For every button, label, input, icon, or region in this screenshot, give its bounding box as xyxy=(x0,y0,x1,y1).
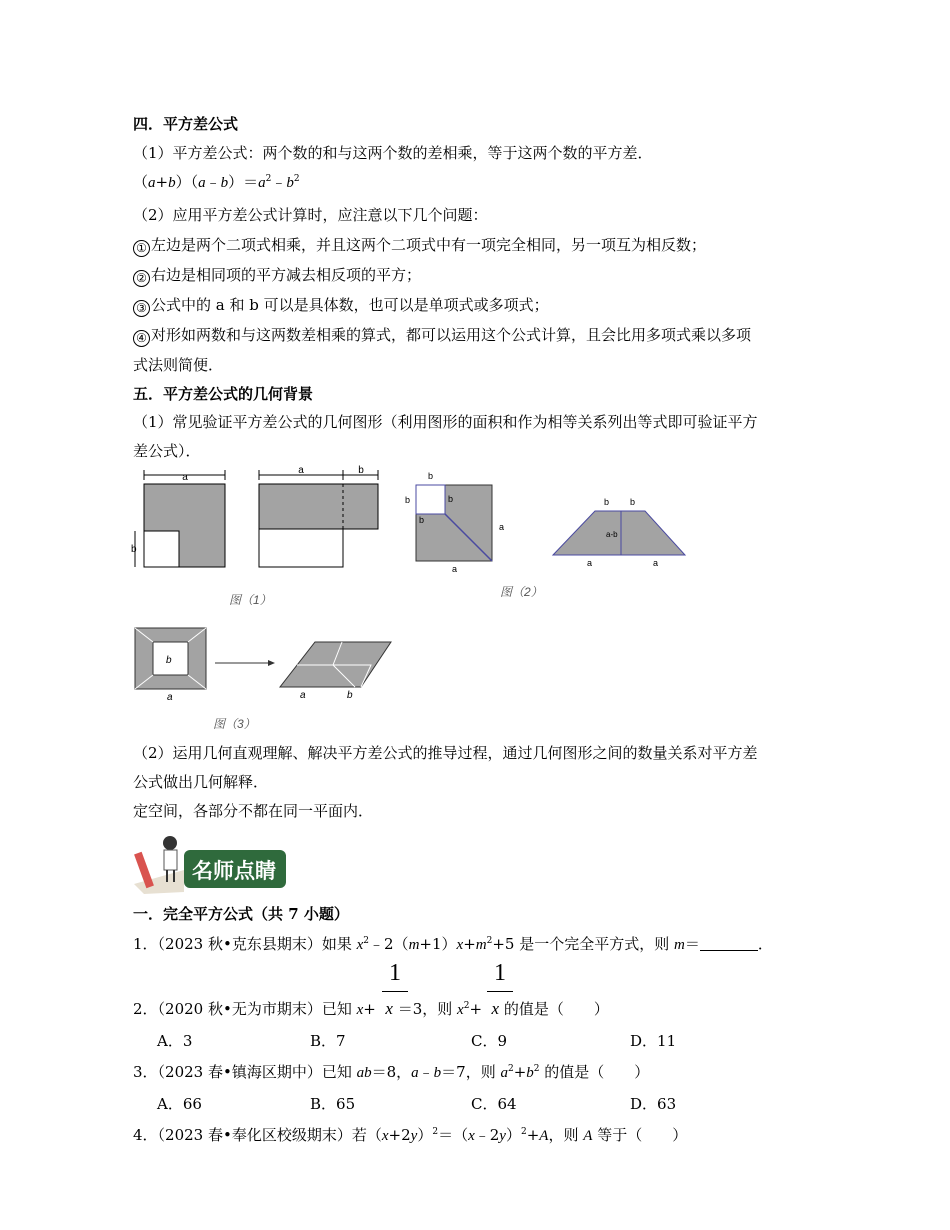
svg-text:a: a xyxy=(452,564,458,574)
q3-option-b[interactable]: B．65 xyxy=(310,1095,356,1113)
item-number: ④ xyxy=(133,330,150,347)
svg-text:b: b xyxy=(604,497,610,507)
item-number: ② xyxy=(133,270,150,287)
q3-option-c[interactable]: C．64 xyxy=(471,1095,517,1113)
frac-num: 1 xyxy=(494,960,506,986)
section4-p2: （2）应用平方差公式计算时，应注意以下几个问题： xyxy=(133,206,488,224)
figure2-trapezoid xyxy=(553,497,685,568)
svg-text:a: a xyxy=(587,558,593,568)
section5-p3: 定空间，各部分不都在同一平面内． xyxy=(133,802,374,820)
badge-text: 名师点睛 xyxy=(192,859,276,883)
question-2: 2．（2020 秋•无为市期末）已知 x+ x ＝3，则 $x^2+ x$ 的值是（ ） xyxy=(133,999,609,1018)
figure1-left xyxy=(131,470,225,567)
figure1-caption: 图（1） xyxy=(229,593,272,607)
question-1: 1．（2023 秋•克东县期末）如果 $x^2﹣2(m+1)x+m^2+5$ 是一个完全平方式，则 m＝ ． xyxy=(133,935,773,953)
section5-title: 五．平方差公式的几何背景 xyxy=(133,385,314,403)
geometry-figures xyxy=(125,460,725,750)
teacher-icon xyxy=(163,836,177,850)
svg-text:b: b xyxy=(358,465,364,476)
svg-text:b: b xyxy=(630,497,636,507)
section4-formula: $(a+b)(a﹣b)=a^2﹣b^2$ xyxy=(133,173,300,191)
figure2-caption: 图（2） xyxy=(500,585,543,599)
svg-text:b: b xyxy=(405,495,411,505)
section5-p1: （1）常见验证平方差公式的几何图形（利用图形的面积和作为相等关系列出等式即可验证平方 xyxy=(133,413,758,431)
section5-p2: （2）运用几何直观理解、解决平方差公式的推导过程，通过几何图形之间的数量关系对平方差 xyxy=(133,744,758,762)
q2-option-c[interactable]: C．9 xyxy=(471,1032,508,1050)
svg-text:b: b xyxy=(448,494,454,504)
svg-text:a: a xyxy=(499,522,505,532)
item-number: ③ xyxy=(133,300,150,317)
figure2-square xyxy=(405,471,504,574)
svg-text:b: b xyxy=(347,690,353,701)
q2-option-b[interactable]: B．7 xyxy=(310,1032,346,1050)
svg-text:b: b xyxy=(166,655,172,666)
svg-text:a: a xyxy=(298,465,304,476)
section5-p1-cont: 差公式）． xyxy=(133,442,201,460)
item-number: ① xyxy=(133,240,150,257)
svg-text:a: a xyxy=(653,558,659,568)
svg-text:b: b xyxy=(428,471,434,481)
svg-text:a: a xyxy=(182,472,188,483)
teacher-badge xyxy=(126,826,291,896)
svg-text:a-b: a-b xyxy=(606,530,618,539)
question-3: 3．（2023 春•镇海区期中）已知 ab＝8，a﹣b＝7，则 $a^2+b^2$ 的值是（ ） xyxy=(133,1063,650,1081)
answer-blank xyxy=(700,936,758,951)
section4-item4: ④ 对形如两数和与这两数差相乘的算式，都可以运用这个公式计算，且会比用多项式乘以多项 xyxy=(133,325,751,347)
section4-item4-cont: 式法则简便． xyxy=(133,356,224,374)
svg-text:b: b xyxy=(419,515,425,525)
q3-option-d[interactable]: D．63 xyxy=(630,1095,677,1113)
section5-p2-cont: 公式做出几何解释． xyxy=(133,773,269,791)
figure3-frame xyxy=(135,628,206,703)
section4-title: 四．平方差公式 xyxy=(133,115,239,133)
svg-text:a: a xyxy=(300,690,306,701)
section4-item2: ② 右边是相同项的平方减去相反项的平方； xyxy=(133,265,421,287)
svg-text:a: a xyxy=(167,692,173,703)
figure3-caption: 图（3） xyxy=(213,717,256,731)
q2-option-d[interactable]: D．11 xyxy=(630,1032,677,1050)
frac-num: 1 xyxy=(389,960,401,986)
q2-option-a[interactable]: A．3 xyxy=(157,1032,193,1050)
section4-p1: （1）平方差公式：两个数的和与这两个数的差相乘，等于这两个数的平方差． xyxy=(133,144,653,162)
exercise-heading: 一．完全平方公式（共 7 小题） xyxy=(133,905,349,923)
q3-option-a[interactable]: A．66 xyxy=(157,1095,202,1113)
svg-text:b: b xyxy=(131,544,137,555)
figure1-right xyxy=(259,465,378,567)
figure3-parallelogram xyxy=(280,642,391,701)
section4-item1: ① 左边是两个二项式相乘，并且这两个二项式中有一项完全相同，另一项互为相反数； xyxy=(133,235,706,257)
question-4: 4．（2023 春•奉化区校级期末）若$(x+2y)^2=(x﹣2y)^2+A$，则 A 等于（ ） xyxy=(133,1126,688,1144)
section4-item3: ③ 公式中的 a 和 b 可以是具体数，也可以是单项式或多项式； xyxy=(133,295,549,317)
